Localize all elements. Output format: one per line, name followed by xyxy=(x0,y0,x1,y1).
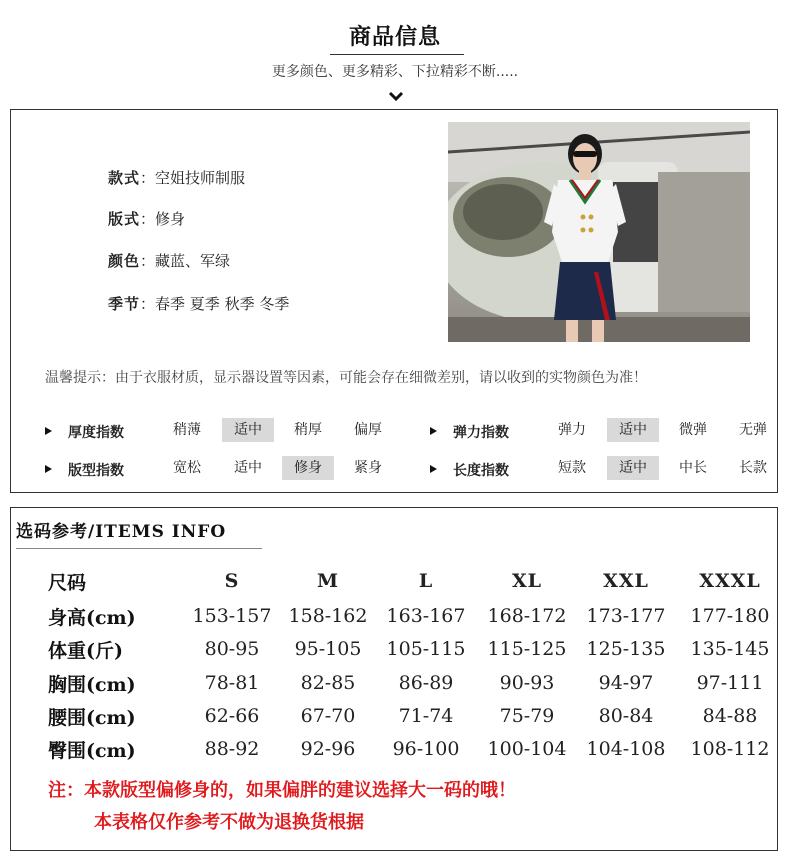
page-subtitle: 更多颜色、更多精彩、下拉精彩不断..... xyxy=(271,64,519,80)
size-cell: 80-95 xyxy=(204,638,260,660)
size-cell: 62-66 xyxy=(204,705,260,727)
size-cell: 67-70 xyxy=(300,705,356,727)
triangle-right-icon xyxy=(430,465,437,473)
size-cell: 100-104 xyxy=(487,738,567,760)
index-option-thickness: 适中 xyxy=(222,418,274,442)
attr-style: 款式：空姐技师制服 xyxy=(108,169,246,187)
size-cell: 86-89 xyxy=(398,672,454,694)
size-cell: 94-97 xyxy=(598,672,654,694)
index-option-fit: 适中 xyxy=(234,460,262,476)
size-cell: 104-108 xyxy=(586,738,666,760)
size-cell: 88-92 xyxy=(204,738,260,760)
attr-value: 空姐技师制服 xyxy=(155,169,246,187)
size-cell: 71-74 xyxy=(398,705,454,727)
index-label-fit: 版型指数 xyxy=(68,463,124,479)
index-option-fit: 修身 xyxy=(282,456,334,480)
size-header-label: 尺码 xyxy=(48,572,87,594)
size-cell: 90-93 xyxy=(499,672,555,694)
size-col-header: XXXL xyxy=(699,570,761,592)
attr-label: 款式 xyxy=(108,169,141,187)
size-note-2: 本表格仅作参考不做为退换货根据 xyxy=(94,812,364,833)
attr-fit: 版式：修身 xyxy=(108,210,186,228)
size-row-label: 体重(斤) xyxy=(48,640,123,662)
size-col-header: XXL xyxy=(603,570,649,592)
size-cell: 177-180 xyxy=(690,605,770,627)
index-option-thickness: 稍薄 xyxy=(173,422,201,438)
index-option-thickness: 偏厚 xyxy=(354,422,382,438)
size-cell: 80-84 xyxy=(598,705,654,727)
attr-season: 季节：春季 夏季 秋季 冬季 xyxy=(108,295,290,313)
size-cell: 105-115 xyxy=(386,638,466,660)
index-option-fit: 紧身 xyxy=(354,460,382,476)
size-cell: 125-135 xyxy=(586,638,666,660)
size-table-title: 选码参考/ITEMS INFO xyxy=(16,522,227,542)
size-col-header: S xyxy=(224,570,240,592)
attr-color: 颜色：藏蓝、军绿 xyxy=(108,252,231,270)
chevron-down-icon xyxy=(386,90,406,104)
index-option-length: 短款 xyxy=(558,460,586,476)
index-option-elasticity: 适中 xyxy=(607,418,659,442)
size-cell: 115-125 xyxy=(487,638,567,660)
size-cell: 108-112 xyxy=(690,738,770,760)
index-option-elasticity: 微弹 xyxy=(679,422,707,438)
attr-label: 颜色 xyxy=(108,252,141,270)
index-option-length: 长款 xyxy=(739,460,767,476)
attr-label: 季节 xyxy=(108,295,141,313)
size-col-header: M xyxy=(316,570,340,592)
size-cell: 75-79 xyxy=(499,705,555,727)
attr-value: 藏蓝、军绿 xyxy=(155,252,231,270)
product-photo xyxy=(448,122,750,342)
size-col-header: L xyxy=(418,570,434,592)
index-option-length: 适中 xyxy=(607,456,659,480)
size-cell: 82-85 xyxy=(300,672,356,694)
size-title-underline xyxy=(16,548,262,549)
attr-value: 修身 xyxy=(155,210,186,228)
size-row-label: 胸围(cm) xyxy=(48,674,136,696)
index-option-elasticity: 弹力 xyxy=(558,422,586,438)
index-label-thickness: 厚度指数 xyxy=(68,425,124,441)
size-cell: 92-96 xyxy=(300,738,356,760)
size-cell: 173-177 xyxy=(586,605,666,627)
size-row-label: 臀围(cm) xyxy=(48,740,136,762)
triangle-right-icon xyxy=(430,427,437,435)
size-cell: 153-157 xyxy=(192,605,272,627)
size-cell: 95-105 xyxy=(294,638,362,660)
index-option-fit: 宽松 xyxy=(173,460,201,476)
size-cell: 163-167 xyxy=(386,605,466,627)
index-option-length: 中长 xyxy=(679,460,707,476)
size-cell: 78-81 xyxy=(204,672,260,694)
title-underline xyxy=(330,54,464,55)
size-cell: 97-111 xyxy=(696,672,764,694)
page-title: 商品信息 xyxy=(348,25,441,50)
size-cell: 168-172 xyxy=(487,605,567,627)
index-option-thickness: 稍厚 xyxy=(294,422,322,438)
size-cell: 158-162 xyxy=(288,605,368,627)
notice-text: 温馨提示：由于衣服材质，显示器设置等因素，可能会存在细微差别，请以收到的实物颜色为准！ xyxy=(45,370,647,386)
attr-label: 版式 xyxy=(108,210,141,228)
size-row-label: 腰围(cm) xyxy=(48,707,136,729)
index-option-elasticity: 无弹 xyxy=(739,422,767,438)
size-note-1: 注：本款版型偏修身的，如果偏胖的建议选择大一码的哦！ xyxy=(48,780,516,801)
index-label-elasticity: 弹力指数 xyxy=(453,425,509,441)
size-cell: 135-145 xyxy=(690,638,770,660)
size-row-label: 身高(cm) xyxy=(48,607,136,629)
index-label-length: 长度指数 xyxy=(453,463,509,479)
size-cell: 96-100 xyxy=(392,738,460,760)
attr-value: 春季 夏季 秋季 冬季 xyxy=(155,295,290,313)
triangle-right-icon xyxy=(45,465,52,473)
size-cell: 84-88 xyxy=(702,705,758,727)
size-col-header: XL xyxy=(511,570,543,592)
triangle-right-icon xyxy=(45,427,52,435)
